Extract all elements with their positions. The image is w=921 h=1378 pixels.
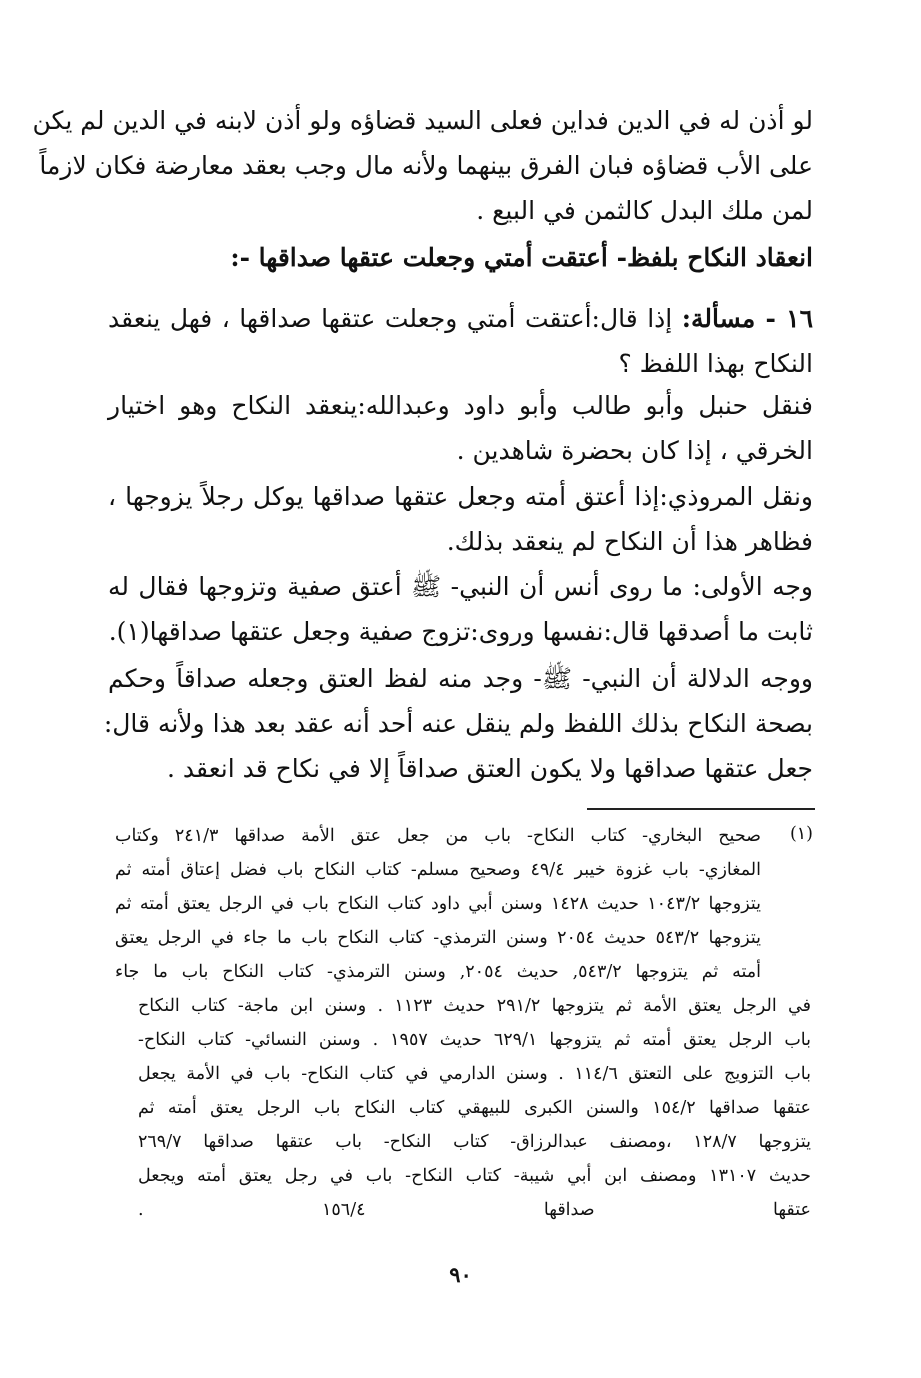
- footnote-line: باب الرجل يعتق أمته ثم يتزوجها ٦٢٩/١ حديث ١٩٥٧ . وسنن النسائي- كتاب النكاح-: [138, 1030, 811, 1050]
- paragraph-5-line-2: بصحة النكاح بذلك اللفظ ولم ينقل عنه أحد أنه عقد بعد هذا ولأنه قال:: [103, 709, 813, 738]
- footnote-line: يتزوجها ٥٤٣/٢ حديث ٢٠٥٤ وسنن الترمذي- كتاب النكاح باب ما جاء في الرجل يعتق: [115, 928, 762, 948]
- footnote-line: باب التزويج على التعتق ١١٤/٦ . وسنن الدارمي في كتاب النكاح- باب في الأمة يجعل: [138, 1064, 811, 1084]
- paragraph-5-line-3: جعل عتقها صداقها ولا يكون العتق صداقاً إلا في نكاح قد انعقد .: [167, 754, 813, 783]
- footnote-line: المغازي- باب غزوة خيبر ٤٩/٤ وصحيح مسلم- كتاب النكاح باب فضل إعتاق أمته ثم: [115, 860, 762, 880]
- paragraph-3-line-1: ونقل المروذي:إذا أعتق أمته وجعل عتقها صداقها يوكل رجلاً يزوجها ،: [108, 482, 813, 511]
- paragraph-4-line-1: وجه الأولى: ما روى أنس أن النبي- ﷺ أعتق صفية وتزوجها فقال له: [108, 572, 813, 601]
- footnote-line: حديث ١٣١٠٧ ومصنف ابن أبي شيبة- كتاب النكاح- باب في رجل يعتق أمته ويجعل: [138, 1166, 811, 1186]
- footnote-line: صحيح البخاري- كتاب النكاح- باب من جعل عتق الأمة صداقها ٢٤١/٣ وكتاب: [115, 826, 761, 846]
- footnote-line: أمته ثم يتزوجها ٥٤٣/٢, حديث ٢٠٥٤, وسنن الترمذي- كتاب النكاح باب ما جاء: [115, 962, 761, 982]
- page-number: ٩٠: [449, 1262, 472, 1287]
- footnote-separator: [587, 808, 815, 810]
- paragraph-2-line-2: الخرقي ، إذا كان بحضرة شاهدين .: [456, 436, 813, 465]
- section-heading: انعقاد النكاح بلفظ- أعتقت أمتي وجعلت عتقها صداقها -:: [230, 243, 813, 272]
- footnote-line: يتزوجها ١٠٤٣/٢ حديث ١٤٢٨ وسنن أبي داود كتاب النكاح باب في الرجل يعتق أمته ثم: [115, 894, 761, 914]
- paragraph-3-line-2: فظاهر هذا أن النكاح لم ينعقد بذلك.: [446, 527, 813, 556]
- paragraph-1-line-1: لو أذن له في الدين فداين فعلى السيد قضاؤه ولو أذن لابنه في الدين لم يكن: [32, 106, 813, 135]
- paragraph-4-line-2: ثابت ما أصدقها قال:نفسها وروى:تزوج صفية وجعل عتقها صداقها(١).: [108, 617, 813, 646]
- issue-16-question: إذا قال:أعتقت أمتي وجعلت عتقها صداقها ، فهل ينعقد: [108, 304, 673, 333]
- issue-16-line-1: [108, 306, 813, 331]
- footnote-line: في الرجل يعتق الأمة ثم يتزوجها ٢٩١/٢ حديث ١١٢٣ . وسنن ابن ماجة- كتاب النكاح: [138, 996, 812, 1016]
- paragraph-5-line-1: ووجه الدلالة أن النبي- ﷺ- وجد منه لفظ العتق وجعله صداقاً وحكم: [108, 664, 813, 693]
- issue-16-label: ١٦ - مسألة:: [681, 304, 813, 333]
- footnote-line: عتقها صداقها ١٥٦/٤ .: [138, 1200, 811, 1220]
- footnote-line: عتقها صداقها ١٥٤/٢ والسنن الكبرى للبيهقي كتاب النكاح باب الرجل يعتق أمته ثم: [138, 1098, 811, 1118]
- paragraph-1-line-3: لمن ملك البدل كالثمن في البيع .: [476, 196, 813, 225]
- paragraph-2-line-1: فنقل حنبل وأبو طالب وأبو داود وعبدالله:ينعقد النكاح وهو اختيار: [108, 391, 813, 420]
- footnote-line: يتزوجها ١٢٨/٧ ،ومصنف عبدالرزاق- كتاب النكاح- باب عتقها صداقها ٢٦٩/٧: [138, 1132, 811, 1152]
- footnote-marker: (١): [789, 824, 813, 844]
- issue-16-line-2: النكاح بهذا اللفظ ؟: [618, 349, 813, 378]
- paragraph-1-line-2: على الأب قضاؤه فبان الفرق بينهما ولأنه مال وجب بعقد معارضة فكان لازماً: [39, 151, 813, 180]
